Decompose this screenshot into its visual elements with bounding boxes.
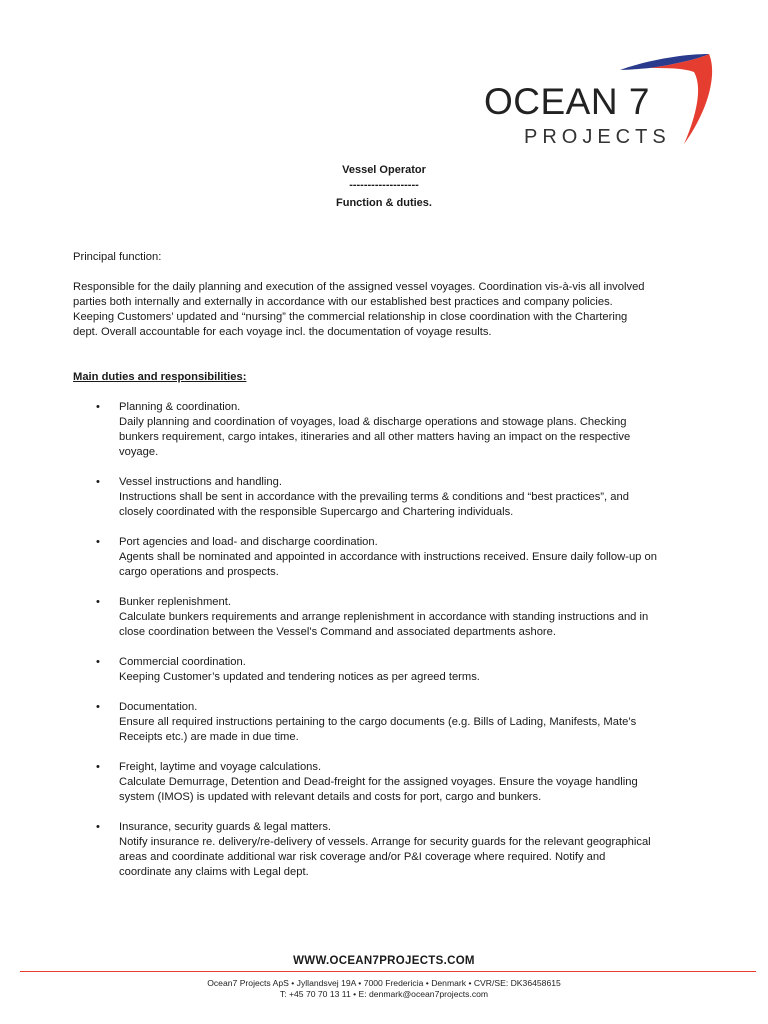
principal-function-label: Principal function: bbox=[73, 251, 162, 263]
duty-line: close coordination between the Vessel’s Command and associated departments ashore. bbox=[119, 626, 556, 638]
duty-item bbox=[73, 820, 693, 880]
duties-list bbox=[73, 400, 693, 880]
paragraph-line: parties both internally and externally in accordance with our established best practices and company policies. bbox=[73, 296, 613, 308]
spacer bbox=[73, 340, 693, 355]
footer-address: Ocean7 Projects ApS • Jyllandsvej 19A • 7000 Fredericia • Denmark • CVR/SE: DK36458615 bbox=[207, 978, 561, 988]
logo-wordmark: OCEAN 7 bbox=[484, 81, 650, 122]
duty-line: Instructions shall be sent in accordance with the prevailing terms & conditions and “best practices”, and bbox=[119, 491, 629, 503]
duty-line: Notify insurance re. delivery/re-delivery of vessels. Arrange for security guards for the relevant geographical bbox=[119, 836, 651, 848]
duty-line: Receipts etc.) are made in due time. bbox=[119, 731, 299, 743]
duty-line: bunkers requirement, cargo intakes, itineraries and all other matters having an impact on the respective bbox=[119, 431, 631, 443]
duty-item bbox=[73, 655, 693, 685]
document-header bbox=[0, 163, 768, 211]
duty-title: Bunker replenishment. bbox=[119, 596, 231, 608]
duty-line: voyage. bbox=[119, 446, 159, 458]
duty-title: Freight, laytime and voyage calculations. bbox=[119, 761, 322, 773]
duty-line: Agents shall be nominated and appointed in accordance with instructions received. Ensure daily follow-up on bbox=[119, 551, 657, 563]
bullet-icon: • bbox=[96, 821, 100, 833]
duty-title: Documentation. bbox=[119, 701, 198, 713]
duty-line: Ensure all required instructions pertaining to the cargo documents (e.g. Bills of Lading, Manifests, Mate’s bbox=[119, 716, 637, 728]
document-title: Vessel Operator bbox=[342, 164, 426, 176]
spacer bbox=[73, 265, 693, 280]
duty-title: Vessel instructions and handling. bbox=[119, 476, 282, 488]
title-divider: ------------------- bbox=[349, 179, 419, 191]
document-subtitle: Function & duties. bbox=[336, 197, 432, 209]
duty-item bbox=[73, 535, 693, 580]
footer-website-link[interactable]: WWW.OCEAN7PROJECTS.COM bbox=[293, 955, 475, 967]
duty-line: areas and coordinate additional war risk coverage and/or P&I coverage where required. Notify and bbox=[119, 851, 606, 863]
document-body bbox=[73, 250, 693, 880]
bullet-icon: • bbox=[96, 701, 100, 713]
footer-phone-email: T: +45 70 70 13 11 • E: denmark@ocean7projects.com bbox=[279, 989, 489, 999]
duty-line: coordinate any claims with Legal dept. bbox=[119, 866, 309, 878]
bullet-icon: • bbox=[96, 401, 100, 413]
duty-item bbox=[73, 700, 693, 745]
duty-line: closely coordinated with the responsible Supercargo and Chartering individuals. bbox=[119, 506, 514, 518]
company-logo bbox=[478, 48, 728, 152]
bullet-icon: • bbox=[96, 596, 100, 608]
duty-item bbox=[73, 595, 693, 640]
bullet-icon: • bbox=[96, 656, 100, 668]
duty-title: Port agencies and load- and discharge coordination. bbox=[119, 536, 378, 548]
bullet-icon: • bbox=[96, 476, 100, 488]
paragraph-line: dept. Overall accountable for each voyage incl. the documentation of voyage results. bbox=[73, 326, 492, 338]
duty-item bbox=[73, 475, 693, 520]
duty-title: Planning & coordination. bbox=[119, 401, 241, 413]
paragraph-line: Keeping Customers’ updated and “nursing” the commercial relationship in close coordination with the Chartering bbox=[73, 311, 628, 323]
bullet-icon: • bbox=[96, 536, 100, 548]
footer-contact bbox=[0, 978, 768, 1000]
duty-title: Insurance, security guards & legal matters. bbox=[119, 821, 332, 833]
duty-item bbox=[73, 760, 693, 805]
duty-line: Daily planning and coordination of voyages, load & discharge operations and stowage plans. Checking bbox=[119, 416, 627, 428]
footer-divider bbox=[20, 971, 756, 972]
duty-line: cargo operations and prospects. bbox=[119, 566, 279, 578]
duty-line: Calculate Demurrage, Detention and Dead-freight for the assigned voyages. Ensure the voyage handling bbox=[119, 776, 638, 788]
duty-line: Calculate bunkers requirements and arrange replenishment in accordance with standing instructions and in bbox=[119, 611, 649, 623]
logo-subtitle: PROJECTS bbox=[524, 126, 671, 148]
paragraph-line: Responsible for the daily planning and execution of the assigned vessel voyages. Coordination vis-à-vis all involved bbox=[73, 281, 645, 293]
duty-item bbox=[73, 400, 693, 460]
duty-line: Keeping Customer’s updated and tendering notices as per agreed terms. bbox=[119, 671, 480, 683]
duties-heading: Main duties and responsibilities: bbox=[73, 371, 247, 383]
bullet-icon: • bbox=[96, 761, 100, 773]
principal-function-paragraph bbox=[73, 280, 693, 340]
duty-line: system (IMOS) is updated with relevant details and costs for port, cargo and bunkers. bbox=[119, 791, 542, 803]
duty-title: Commercial coordination. bbox=[119, 656, 246, 668]
